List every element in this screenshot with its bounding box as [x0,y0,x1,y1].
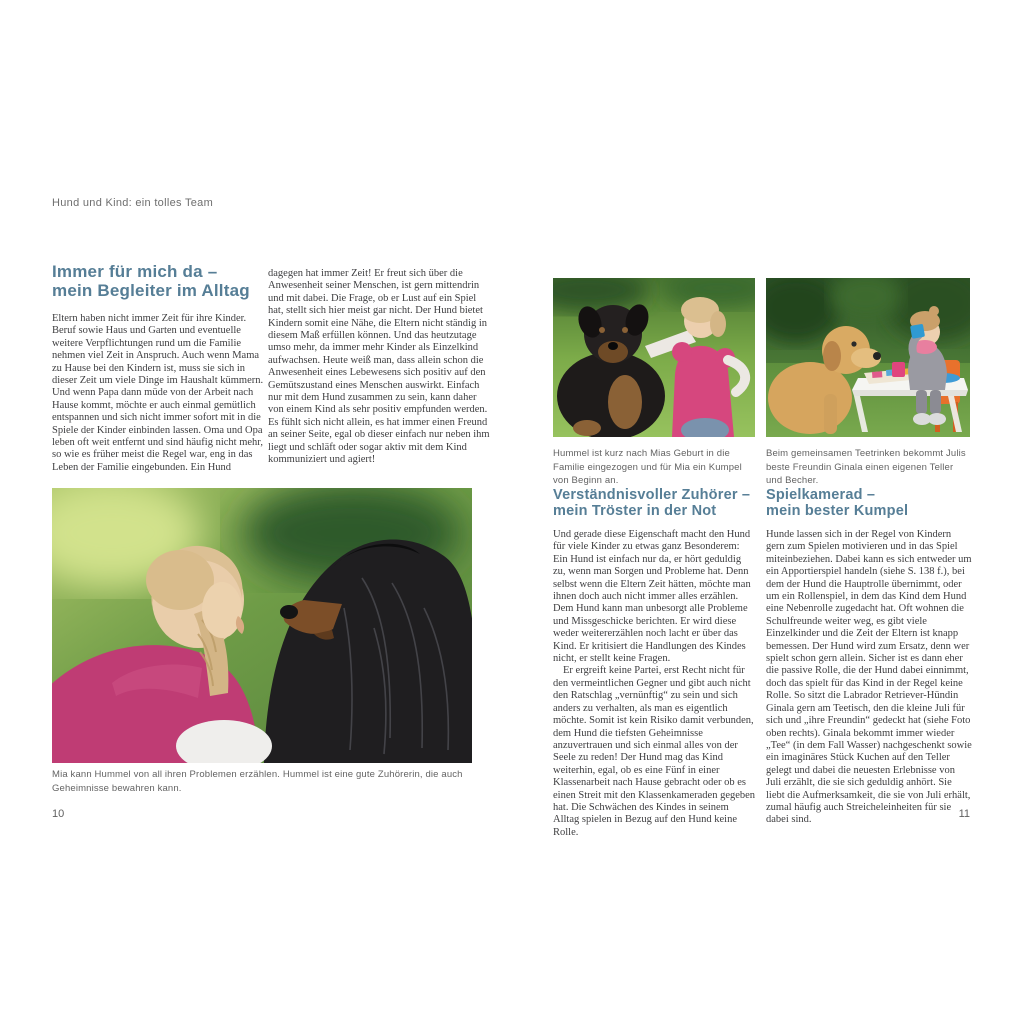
page-number-left: 10 [52,808,65,820]
heading-line: mein Tröster in der Not [553,503,717,519]
paragraph: Er ergreift keine Partei, erst Recht nicht für den vermeintlichen Gegner und gibt auch nicht den Ratschlag „vernünftig“ zu sein und sich anders zu verhalten, als man es eigentlich möchte. Somit ist kein Risiko damit verbunden, dem Hund die tiefsten Geheimnisse anzuvertrauen und sich einmal alles von der Seele zu reden! Der Hund mag das Kind weiterhin, egal, ob es eine Fünf in einer Klassenarbeit nach Hause gebracht oder ob es einen Streit mit den Klassenkameraden gegeben hat. Die Schwächen des Kindes in seinem Alltag spielen in Bezug auf den Hund keine Rolle. [553,665,756,838]
left-photo-caption: Mia kann Hummel von all ihren Problemen erzählen. Hummel ist eine gute Zuhörerin, die auch Geheimnisse bewahren kann. [52,769,463,794]
right-photo-left-caption: Hummel ist kurz nach Mias Geburt in die Familie eingezogen und für Mia ein Kumpel von Beginn an. [553,448,742,486]
left-page-column-1: Eltern haben nicht immer Zeit für ihre Kinder. Beruf sowie Haus und Garten und eventuelle weitere Verpflichtungen rund um die Familie nehmen viel Zeit in Anspruch. Auch wenn Mama zu Hause bei den Kindern ist, muss sie sich in dieser Zeit um viele Dinge im Haushalt kümmern. Und wenn Papa dann müde von der Arbeit nach Hause kommt, möchte er auch einmal gemütlich entspannen und sich nicht immer sofort mit in die Spiele der Kinder einbinden lassen. Oma und Opa leben oft weit entfernt und sind häufig nicht mehr, so wie es früher meist die Regel war, eng in das Leben der Familie eingebunden. Ein Hund [52,313,264,473]
heading-line: Verständnisvoller Zuhörer – [553,487,751,503]
photo-hummel-and-mia [553,278,755,437]
photo-tea-party-with-ginala [766,278,970,437]
paragraph: Hunde lassen sich in der Regel von Kindern gern zum Spielen motivieren und in das Spiel miteinbeziehen. Dabei kann es sich entweder um ein Apportierspiel handeln (siehe S. 138 f.), bei dem der Hund die Hauptrolle übernimmt, oder um ein Rollenspiel, in dem das Kind dem Hund eine Nebenrolle zugedacht hat. Oft wohnen die Schulfreunde weiter weg, es gibt viele Einzelkinder und die Zeit der Eltern ist knapp bemessen. Der Hund wird zum Ersatz, denn wer spielt schon gern allein. Sicher ist es dann eher die passive Rolle, die der Hund dabei einnimmt, doch das spielt für das Kind in der Regel keine Rolle. So sitzt die Labrador Retriever-Hündin Ginala gern am Teetisch, den die kleine Juli für sich und „ihre Freundin“ gedeckt hat (siehe Foto oben rechts). Ginala bekommt immer wieder „Tee“ (in dem Fall Wasser) nachgeschenkt sowie ein imaginäres Stück Kuchen auf den Teller gelegt und dabei die neuesten Erlebnisse von Juli erzählt, die sie sich geduldig anhört. Sie liebt die Aufmerksamkeit, die sie von Juli erhält, zumal häufig auch Streicheleinheiten für sie dabei sind. [766,529,972,826]
running-header: Hund und Kind: ein tolles Team [52,197,214,209]
heading-line: Spielkamerad – [766,487,876,503]
heading-immer-fuer-mich-da [52,262,250,300]
heading-spielkamerad [766,487,908,519]
right-page-column-1 [553,529,756,839]
right-page-column-2 [766,529,972,827]
photo-girl-nose-to-nose-with-dog [52,488,472,763]
paragraph: Und gerade diese Eigenschaft macht den Hund für viele Kinder zu etwas ganz Besonderem: Ein Hund ist einfach nur da, er hört geduldig zu, wenn man Sorgen und Probleme hat. Denn selbst wenn die Eltern Zeit hätten, möchte man ihnen doch auch nicht immer alles erzählen. Dem Hund kann man unbesorgt alle Probleme und Missgeschicke berichten. Er wird diese weder weitererzählen noch lacht er über das Kind. Er kritisiert die Handlungen des Kindes nicht, er stellt keine Fragen. [553,529,751,665]
heading-line: mein bester Kumpel [766,503,909,519]
heading-verstaendnisvoller-zuhoerer [553,487,750,519]
heading-line: Immer für mich da – [52,262,218,281]
page-number-right: 11 [958,808,970,820]
heading-line: mein Begleiter im Alltag [52,281,250,300]
left-page-column-2: dagegen hat immer Zeit! Er freut sich über die Anwesenheit seiner Menschen, ist gern mittendrin und mit dabei. Die Frage, ob er Lust auf ein Spiel hat, stellt sich hier meist gar nicht. Der Hund bietet Kindern somit eine Nähe, die Eltern nicht ständig in diesem Maß erfüllen können. Und das heutzutage umso mehr, da immer mehr Kinder als Einzelkind aufwachsen. Heute weiß man, dass allein schon die Anwesenheit eines Lebewesens sich positiv auf den Gemütszustand eines Menschen auswirkt. Einfach nur mit dem Hund zusammen zu sein, kann daher von einem Kind als sehr positiv empfunden werden. Es fühlt sich nicht allein, es hat immer einen Freund an seiner Seite, egal ob dieser einfach nur neben ihm liegt und schläft oder sogar aktiv mit dem Kind kommuniziert und agiert! [268,268,490,466]
right-photo-right-caption: Beim gemeinsamen Teetrinken bekommt Julis beste Freundin Ginala einen eigenen Teller und Becher. [766,448,966,486]
